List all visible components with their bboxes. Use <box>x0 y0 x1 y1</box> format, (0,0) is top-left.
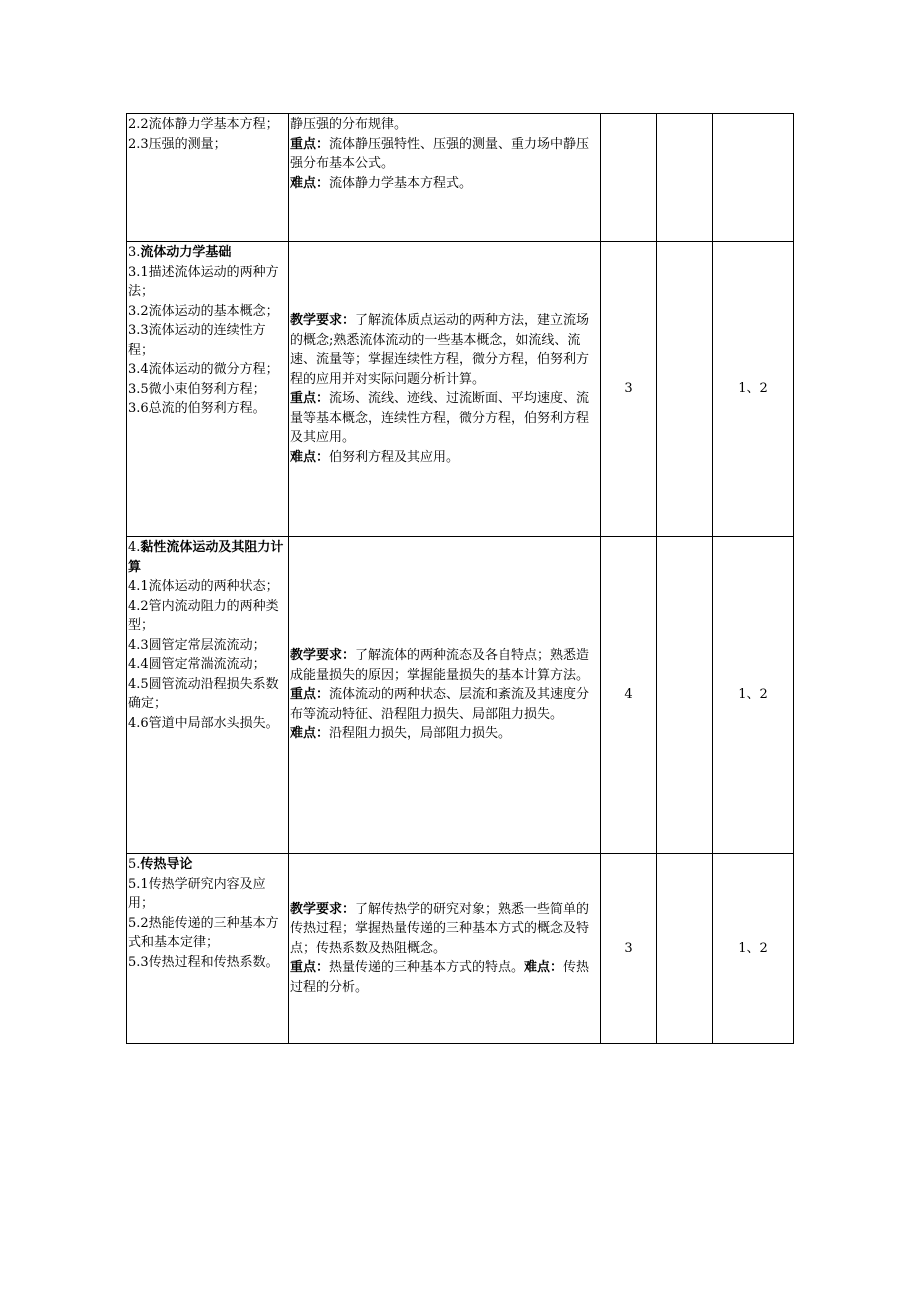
difficulty-text: 伯努利方程及其应用。 <box>329 449 460 465</box>
topic-item: 3.3流体运动的连续性方程； <box>128 323 266 358</box>
key-label: 重点： <box>290 960 330 976</box>
requirement-label: 教学要求： <box>290 313 356 328</box>
topic-number: 3. <box>128 245 141 260</box>
topic-cell <box>127 114 289 242</box>
topic-item: 5.2热能传递的三种基本方式和基本定律； <box>128 915 279 950</box>
hours-cell: 3 <box>601 242 657 537</box>
blank-cell <box>657 854 713 1044</box>
topic-item: 4.1流体运动的两种状态； <box>128 579 279 594</box>
blank-cell <box>657 242 713 537</box>
table-row <box>127 114 794 242</box>
objectives-cell: 1、2 <box>713 242 794 537</box>
requirement-cell <box>289 114 601 242</box>
requirement-text: 静压强的分布规律。 <box>290 117 408 132</box>
key-label: 重点： <box>290 136 330 152</box>
topic-item: 3.4流体运动的微分方程； <box>128 362 279 377</box>
difficulty-label: 难点： <box>524 960 564 976</box>
key-text: 流体流动的两种状态、层流和紊流及其速度分布等流动特征、沿程阻力损失、局部阻力损失。 <box>290 687 590 722</box>
key-label: 重点： <box>290 391 330 406</box>
topic-item: 3.6总流的伯努利方程。 <box>128 401 266 416</box>
topic-item: 4.3圆管定常层流流动； <box>128 637 266 653</box>
blank-cell <box>657 537 713 854</box>
topic-item: 3.1描述流体运动的两种方法； <box>128 264 279 299</box>
table-row <box>127 242 794 537</box>
requirement-cell <box>289 854 601 1044</box>
topic-cell <box>127 854 289 1044</box>
difficulty-label: 难点： <box>290 175 330 191</box>
syllabus-table <box>126 113 794 1044</box>
difficulty-label: 难点： <box>290 726 330 742</box>
topic-number: 4. <box>128 540 141 555</box>
hours-cell <box>601 114 657 242</box>
topic-item: 4.6管道中局部水头损失。 <box>128 715 279 731</box>
topic-title: 黏性流体运动及其阻力计算 <box>128 540 284 575</box>
topic-number: 5. <box>128 857 141 872</box>
key-text: 流体静压强特性、压强的测量、重力场中静压强分布基本公式。 <box>290 136 590 171</box>
objectives-cell: 1、2 <box>713 537 794 854</box>
hours-cell: 3 <box>601 854 657 1044</box>
requirement-cell <box>289 242 601 537</box>
topic-item: 5.1传热学研究内容及应用； <box>128 876 266 911</box>
topic-item: 4.5圆管流动沿程损失系数确定； <box>128 676 279 711</box>
table-row <box>127 854 794 1044</box>
objectives-cell <box>713 114 794 242</box>
requirement-label: 教学要求： <box>290 901 356 917</box>
key-label: 重点： <box>290 687 330 703</box>
requirement-text: 了解流体质点运动的两种方法，建立流场的概念;熟悉流体流动的一些基本概念，如流线、流速、流量等；掌握连续性方程，微分方程，伯努利方程的应用并对实际问题分析计算。 <box>290 313 590 387</box>
topic-item: 4.2管内流动阻力的两种类型； <box>128 598 279 633</box>
topic-item: 2.2流体静力学基本方程； <box>128 117 279 132</box>
difficulty-text: 流体静力学基本方程式。 <box>329 175 473 191</box>
hours-cell: 4 <box>601 537 657 854</box>
key-text: 热量传递的三种基本方式的特点。 <box>329 960 525 976</box>
blank-cell <box>657 114 713 242</box>
table-row <box>127 537 794 854</box>
requirement-text: 了解流体的两种流态及各自特点；熟悉造成能量损失的原因；掌握能量损失的基本计算方法。 <box>290 648 590 683</box>
difficulty-text: 沿程阻力损失，局部阻力损失。 <box>329 726 512 742</box>
requirement-text: 了解传热学的研究对象；熟悉一些简单的传热过程；掌握热量传递的三种基本方式的概念及特点；传热系数及热阻概念。 <box>290 901 590 956</box>
topic-item: 4.4圆管定常湍流流动； <box>128 657 266 672</box>
topic-item: 5.3传热过程和传热系数。 <box>128 954 279 970</box>
topic-item: 3.5微小束伯努利方程； <box>128 381 266 397</box>
topic-item: 2.3压强的测量； <box>128 136 227 152</box>
topic-cell <box>127 242 289 537</box>
topic-title: 传热导论 <box>140 857 193 872</box>
key-text: 流场、流线、迹线、过流断面、平均速度、流量等基本概念，连续性方程，微分方程，伯努利方程及其应用。 <box>290 391 590 445</box>
topic-cell <box>127 537 289 854</box>
requirement-cell <box>289 537 601 854</box>
topic-title: 流体动力学基础 <box>140 245 232 260</box>
difficulty-text: 传热过程的分析。 <box>290 960 590 995</box>
objectives-cell: 1、2 <box>713 854 794 1044</box>
topic-item: 3.2流体运动的基本概念； <box>128 303 279 319</box>
difficulty-label: 难点： <box>290 449 330 465</box>
requirement-label: 教学要求： <box>290 648 356 664</box>
